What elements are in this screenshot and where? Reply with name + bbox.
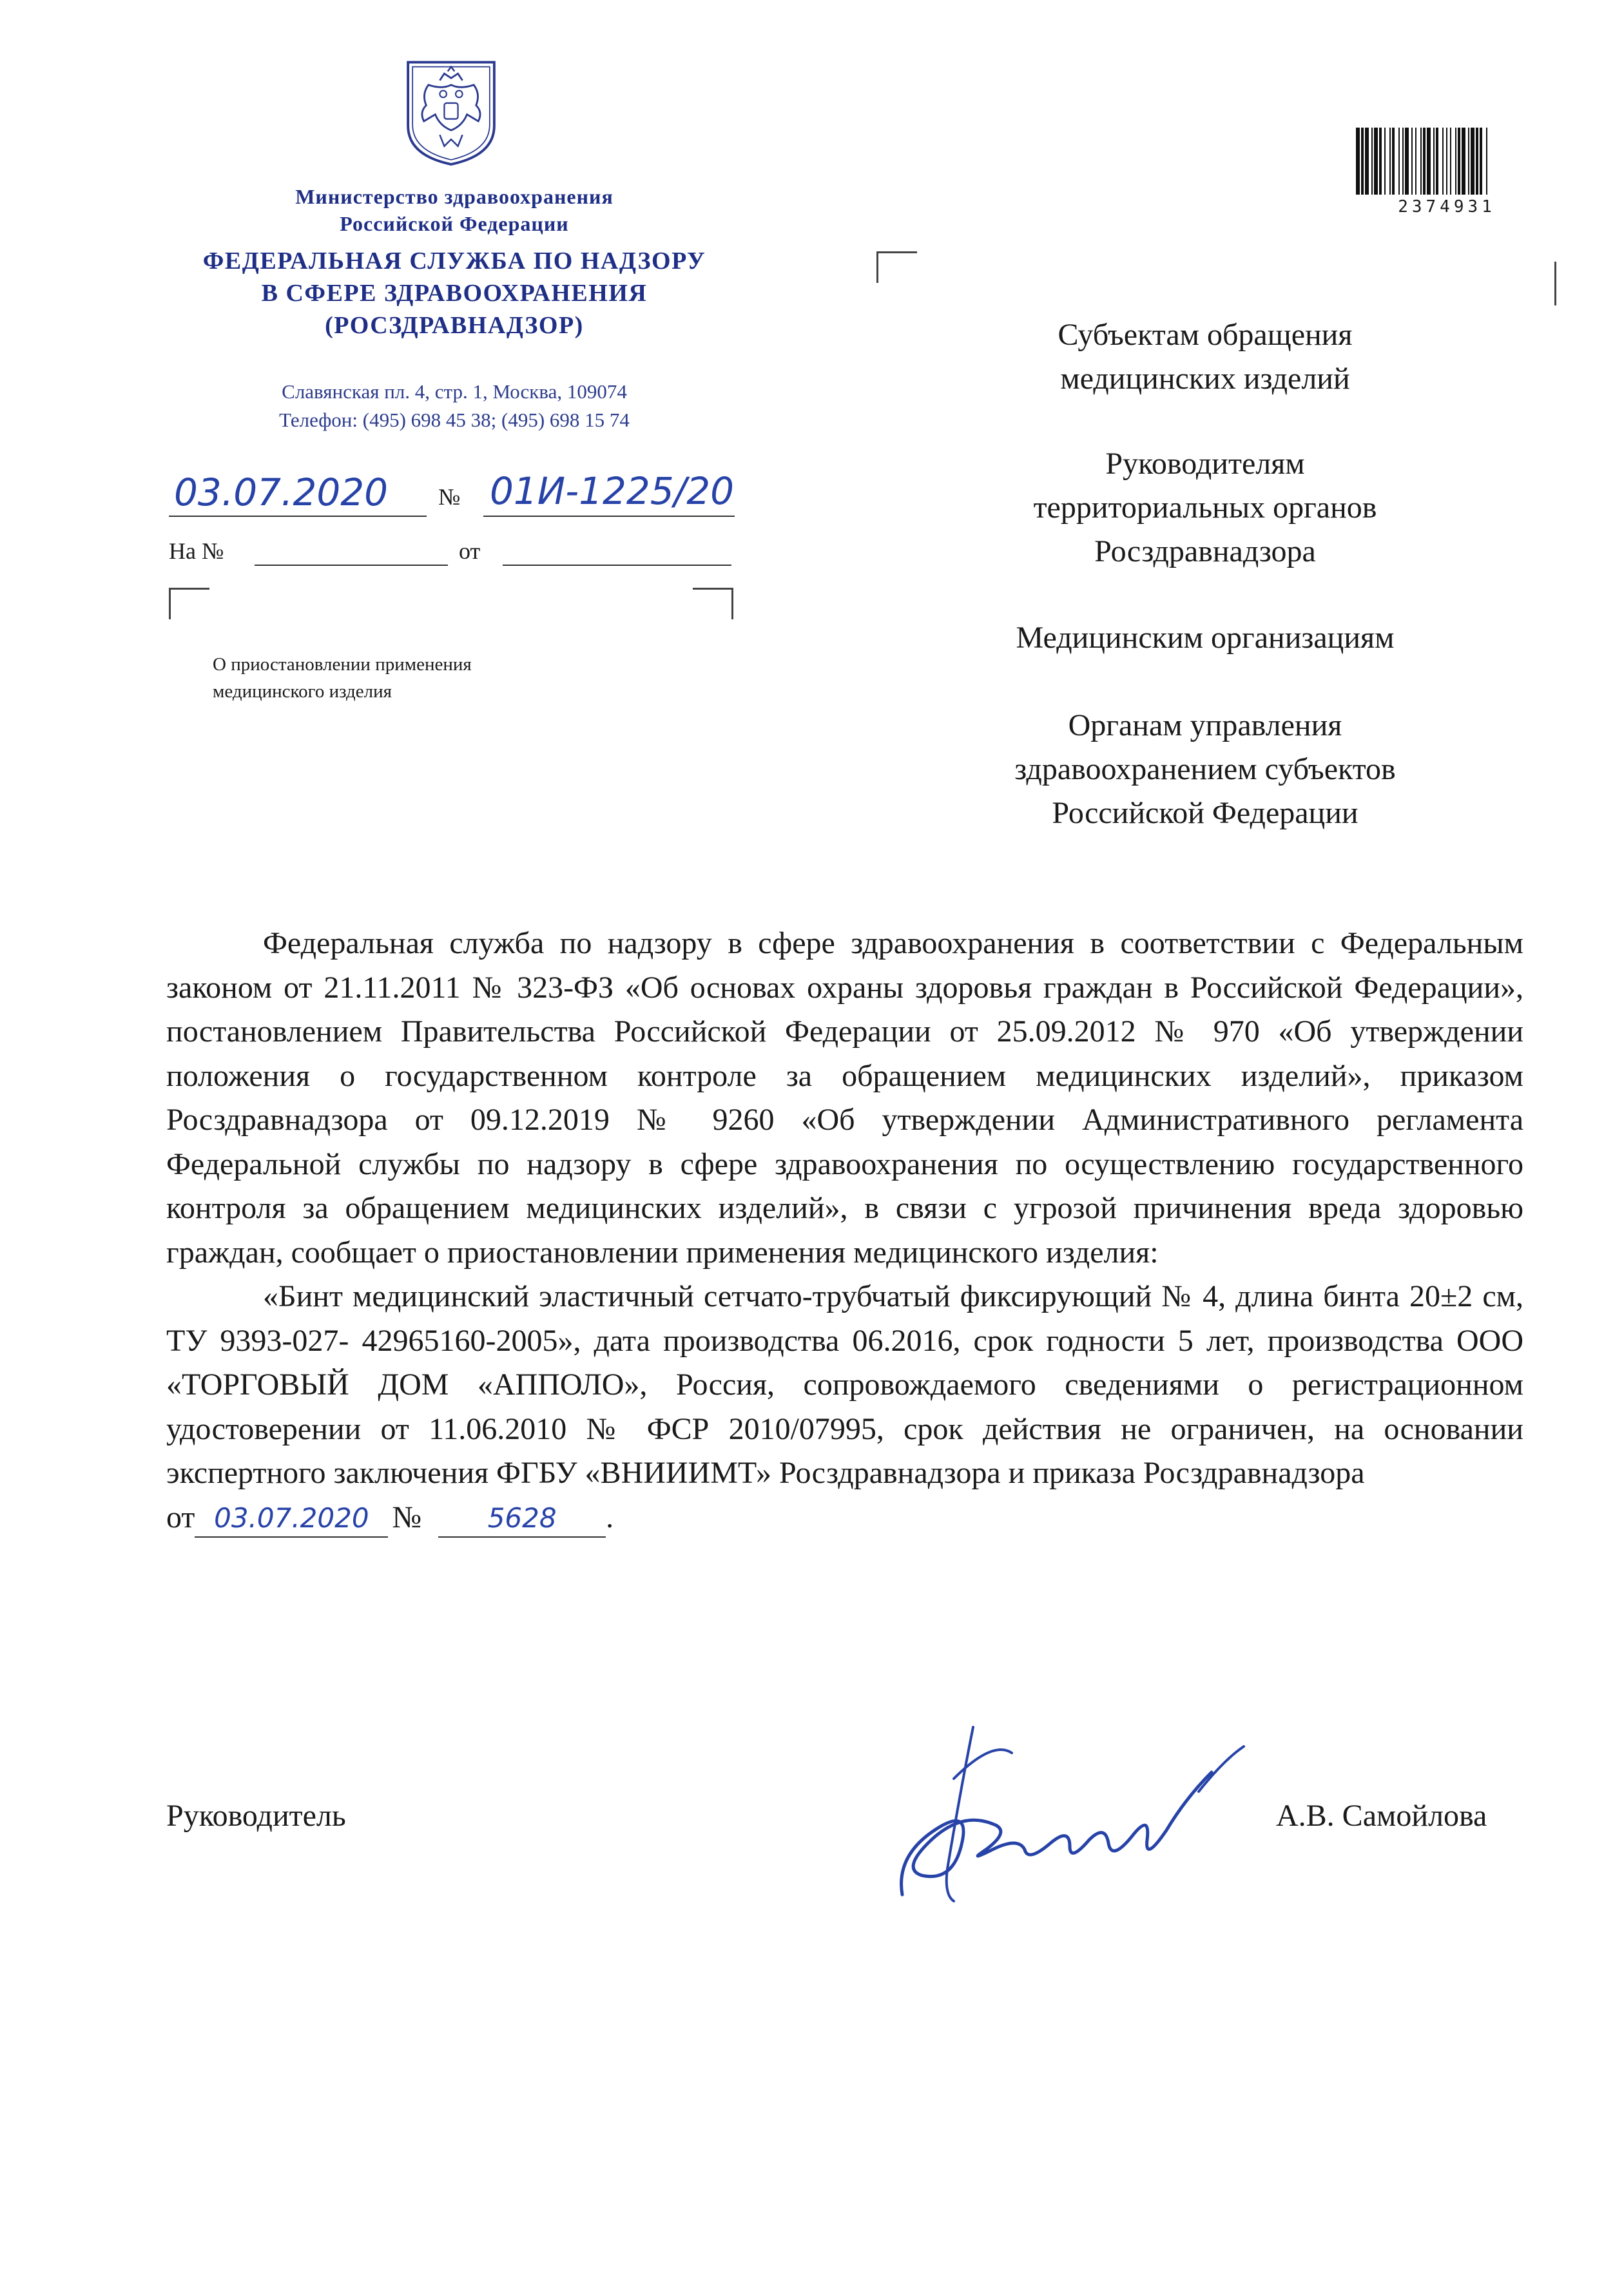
service-line-1: ФЕДЕРАЛЬНАЯ СЛУЖБА ПО НАДЗОРУ <box>202 247 706 275</box>
recipient-group-3 <box>889 616 1521 660</box>
recipient-group-1 <box>889 313 1521 401</box>
recipient-group-2 <box>889 442 1521 574</box>
order-from-label: от <box>166 1500 195 1534</box>
service-address: Славянская пл. 4, стр. 1, Москва, 109074 <box>282 380 627 403</box>
body-paragraph-2: «Бинт медицинский эластичный сетчато-трубчатый фиксирующий № 4, длина бинта 20±2 см, ТУ 9393-027- 42965160-2005», дата производства 06.2016, срок годности 5 лет, производства ООО «ТОРГОВЫЙ ДОМ «АППОЛО», Россия, сопровождаемого сведениями о регистрационном удостоверении от 11.06.2010 № ФСР 2010/07995, срок действия не ограничен, на основании экспертного заключения ФГБУ «ВНИИИМТ» Росздравнадзора и приказа Росздравнадзора <box>166 1279 1523 1490</box>
recipient-corner-left <box>876 251 917 283</box>
reply-from-label: от <box>459 538 481 564</box>
order-reference <box>166 1496 1523 1540</box>
reply-number-label: На № <box>169 538 224 564</box>
recipient-line: Российской Федерации <box>1052 796 1358 830</box>
recipient-line: Руководителям <box>1105 447 1305 481</box>
recipient-line: Медицинским организациям <box>1016 621 1395 655</box>
order-end: . <box>606 1500 614 1534</box>
order-date: 03.07.2020 <box>195 1500 388 1538</box>
body-paragraph-1: Федеральная служба по надзору в сфере здравоохранения в соответствии с Федеральным законом от 21.11.2011 № 323-ФЗ «Об основах охраны здоровья граждан в Российской Федерации», постановлением Правительства Российской Федерации от 25.09.2012 № 970 «Об утверждении положения о государственном контроле за обращением медицинских изделий», приказом Росздравнадзора от 09.12.2019 № 9260 «Об утверждении Административного регламента Федеральной службы по надзору в сфере здравоохранения по осуществлению государственного контроля за обращением медицинских изделий», в связи с угрозой причинения вреда здоровью граждан, сообщает о приостановлении применения медицинского изделия: <box>166 926 1523 1270</box>
recipient-line: Субъектам обращения <box>1058 318 1353 352</box>
recipient-line: здравоохранением субъектов <box>1014 752 1396 786</box>
recipient-line: территориальных органов <box>1033 490 1377 525</box>
subject-line-2: медицинского изделия <box>213 681 392 702</box>
signatory-title: Руководитель <box>166 1799 346 1833</box>
recipient-corner-right <box>1554 262 1556 305</box>
coat-of-arms-emblem <box>394 55 508 169</box>
signatory-name: А.В. Самойлова <box>1276 1799 1487 1833</box>
subject-corner-left <box>169 588 209 619</box>
barcode-number: 2374931 <box>1398 197 1496 217</box>
handwritten-signature <box>864 1701 1263 1914</box>
service-line-3: (РОСЗДРАВНАДЗОР) <box>325 312 584 339</box>
ministry-line-1: Министерство здравоохранения <box>295 185 614 208</box>
recipient-line: Органам управления <box>1068 708 1342 742</box>
ministry-line-2: Российской Федерации <box>340 212 569 235</box>
recipient-line: Росздравнадзора <box>1094 534 1316 568</box>
outgoing-number-sign: № <box>438 484 461 510</box>
outgoing-date: 03.07.2020 <box>174 470 389 514</box>
service-phone: Телефон: (495) 698 45 38; (495) 698 15 74 <box>279 409 630 431</box>
recipient-line: медицинских изделий <box>1060 362 1350 396</box>
service-line-2: В СФЕРЕ ЗДРАВООХРАНЕНИЯ <box>261 280 648 307</box>
recipient-group-4 <box>889 704 1521 835</box>
outgoing-number: 01И-1225/20 <box>490 469 735 513</box>
subject-line-1: О приостановлении применения <box>213 654 472 675</box>
order-number: 5628 <box>438 1500 606 1538</box>
order-number-sign: № <box>392 1500 422 1534</box>
letter-body <box>166 922 1523 1540</box>
subject-corner-right <box>693 588 733 619</box>
barcode <box>1353 128 1540 195</box>
